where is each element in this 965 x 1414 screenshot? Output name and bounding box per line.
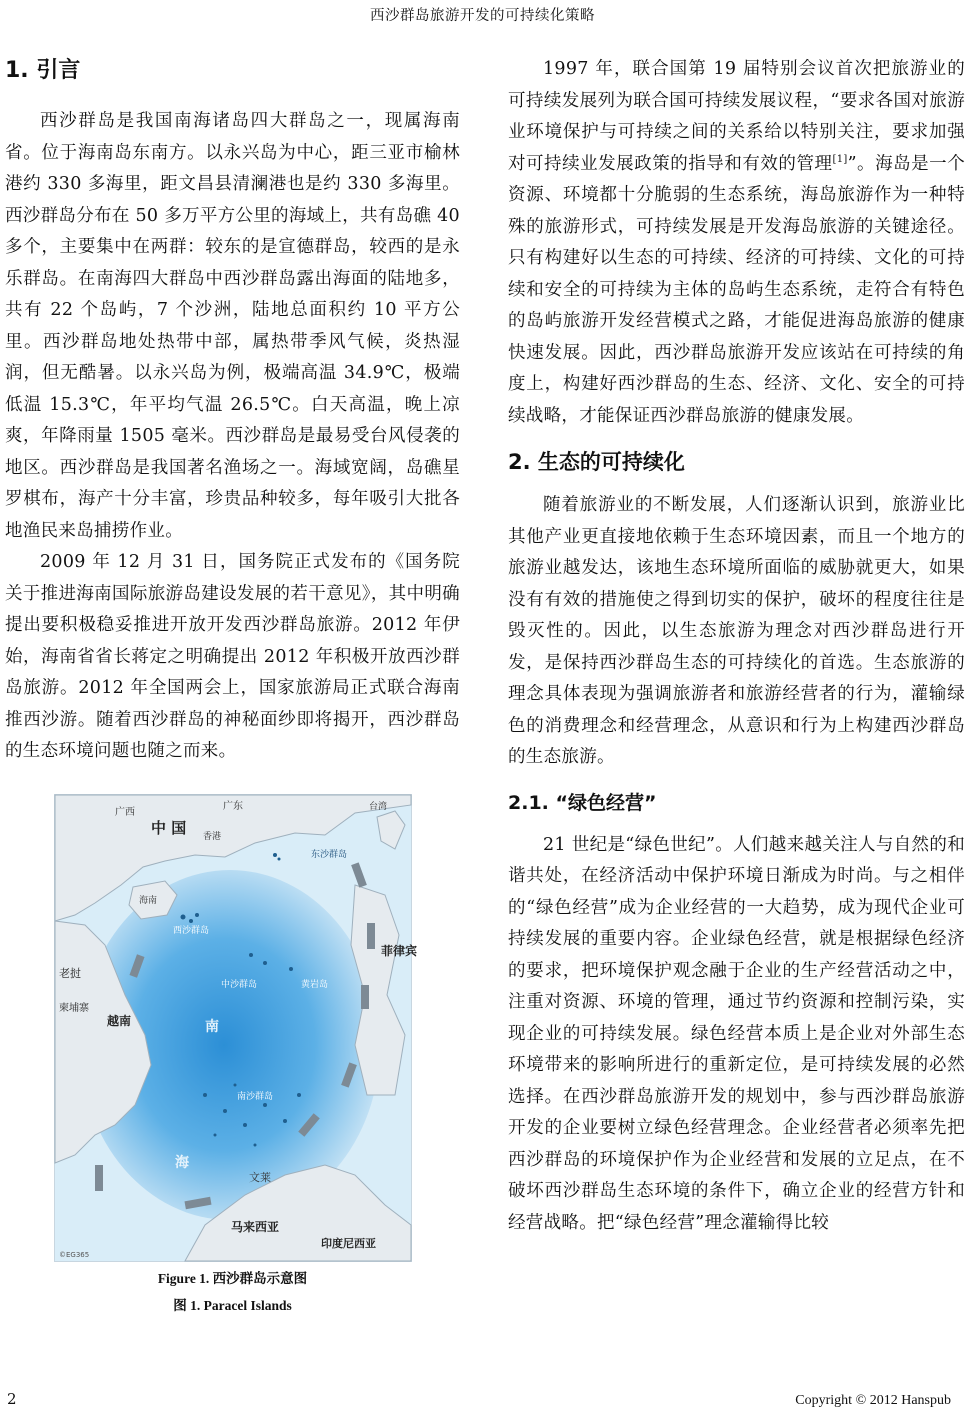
label-indonesia: 印度尼西亚: [320, 1236, 376, 1250]
subsection-2-1-heading: 2.1. “绿色经营”: [508, 791, 657, 814]
label-laos: 老挝: [58, 966, 81, 980]
label-hainan: 海南: [138, 895, 157, 906]
running-title: 西沙群岛旅游开发的可持续化策略: [370, 8, 595, 24]
citation-ref: [1]: [832, 153, 848, 165]
section-2-heading: 2. 生态的可持续化: [508, 450, 685, 474]
right-column: [508, 54, 965, 1239]
figure-1: [53, 794, 417, 1316]
label-hongkong: 香港: [202, 831, 221, 842]
south-china-sea-map: [54, 794, 417, 1262]
label-vietnam: 越南: [106, 1013, 131, 1028]
label-zhongsha: 中沙群岛: [220, 979, 257, 990]
section-1-paragraph-2: 2009 年 12 月 31 日，国务院正式发布的《国务院关于推进海南国际旅游岛建设发展的若干意见》，其中明确提出要积极稳妥推进开放开发西沙群岛旅游。2012 年伊始，海南省省长蒋定之明确提出 2012 年积极开放西沙群岛旅游。2012 年全国两会上，国家旅游局正式联合海南推西沙游。随着西沙群岛的神秘面纱即将揭开，西沙群岛的生态环境问题也随之而来。: [5, 552, 460, 761]
section-2-paragraph-2: 21 世纪是“绿色世纪”。人们越来越关注人与自然的和谐共处，在经济活动中保护环境日渐成为时尚。与之相伴的“绿色经营”成为企业经营的一大趋势，成为现代企业可持续发展的重要内容。企业绿色经营，就是根据绿色经济的要求，把环境保护观念融于企业的生产经营活动之中，注重对资源、环境的管理，通过节约资源和控制污染，实现企业的可持续发展。绿色经营本质上是企业对外部生态环境带来的影响所进行的重新定位，是可持续发展的必然选择。在西沙群岛旅游开发的规划中，参与西沙群岛旅游开发的企业要树立绿色经营理念。企业经营者必须率先把西沙群岛的环境保护作为企业经营和发展的立足点，在不破坏西沙群岛生态环境的条件下，确立企业的经营方针和经营战略。把“绿色经营”理念灌输得比较: [508, 834, 965, 1233]
label-nansha: 南沙群岛: [236, 1091, 273, 1102]
label-malaysia: 马来西亚: [230, 1219, 279, 1234]
label-cambodia: 柬埔寨: [58, 1002, 89, 1014]
copyright: Copyright © 2012 Hanspub: [795, 1393, 951, 1408]
label-taiwan: 台湾: [368, 801, 387, 812]
label-hai: 海: [174, 1154, 189, 1171]
label-xisha: 西沙群岛: [172, 925, 209, 936]
page-number: 2: [7, 1390, 17, 1408]
section-1-heading: 1. 引言: [5, 58, 81, 83]
section-1-paragraph-3: [508, 54, 965, 432]
map-code: ©EG365: [58, 1250, 89, 1259]
label-china: 中 国: [150, 818, 186, 837]
label-brunei: 文莱: [248, 1170, 271, 1184]
label-guangxi: 广西: [114, 806, 135, 818]
figure-caption-cn: 图 1. Paracel Islands: [173, 1297, 292, 1313]
section-1-paragraph-1: 西沙群岛是我国南海诸岛四大群岛之一，现属海南省。位于海南岛东南方。以永兴岛为中心，距三亚市榆林港约 330 多海里，距文昌县清澜港也是约 330 多海里。西沙群岛分布在 50 多万平方公里的海域上，共有岛礁 40 多个，主要集中在两群：较东的是宣德群岛，较西的是永乐群岛。在南海四大群岛中西沙群岛露出海面的陆地多，共有 22 个岛屿，7 个沙洲，陆地总面积约 10 平方公里。西沙群岛地处热带中部，属热带季风气候，炎热湿润，但无酷暑。以永兴岛为例，极端高温 34.9℃，极端低温 15.3℃，年平均气温 26.5℃。白天高温，晚上凉爽，年降雨量 1505 毫米。西沙群岛是最易受台风侵袭的地区。西沙群岛是我国著名渔场之一。海域宽阔，岛礁星罗棋布，海产十分丰富，珍贵品种较多，每年吸引大批各地渔民来岛捕捞作业。: [5, 111, 460, 541]
label-huangyan: 黄岩岛: [300, 979, 328, 990]
label-nan: 南: [204, 1018, 219, 1035]
left-column: [5, 54, 460, 1316]
figure-caption-en: Figure 1. 西沙群岛示意图: [157, 1270, 308, 1286]
section-2-paragraph-1: 随着旅游业的不断发展，人们逐渐认识到，旅游业比其他产业更直接地依赖于生态环境因素，而且一个地方的旅游业越发达，该地生态环境所面临的威胁就更大，如果没有有效的措施使之得到切实的保护，破坏的程度往往是毁灭性的。因此，以生态旅游为理念对西沙群岛进行开发，是保持西沙群岛生态的可持续化的首选。生态旅游的理念具体表现为强调旅游者和旅游经营者的行为，灌输绿色的消费理念和经营理念，从意识和行为上构建西沙群岛的生态旅游。: [508, 495, 965, 767]
paragraph-3-start: 1997 年，联合国第 19 届特别会议首次把旅游业的可持续发展列为联合国可持续发展议程，“要求各国对旅游业环境保护与可持续之间的关系给以特别关注，要求加强对可持续业发展政策的指导和有效的管理: [508, 59, 965, 174]
paragraph-3-end: ”。海岛是一个资源、环境都十分脆弱的生态系统，海岛旅游作为一种特殊的旅游形式，可持续发展是开发海岛旅游的关键途径。只有构建好以生态的可持续、经济的可持续、文化的可持续和安全的可持续为主体的岛屿生态系统，走符合有特色的岛屿旅游开发经营模式之路，才能促进海岛旅游的健康快速发展。因此，西沙群岛旅游开发应该站在可持续的角度上，构建好西沙群岛的生态、经济、文化、安全的可持续战略，才能保证西沙群岛旅游的健康发展。: [508, 153, 965, 426]
label-dongsha: 东沙群岛: [310, 849, 347, 860]
label-guangdong: 广东: [222, 800, 243, 812]
label-philippines: 菲律宾: [380, 943, 417, 958]
